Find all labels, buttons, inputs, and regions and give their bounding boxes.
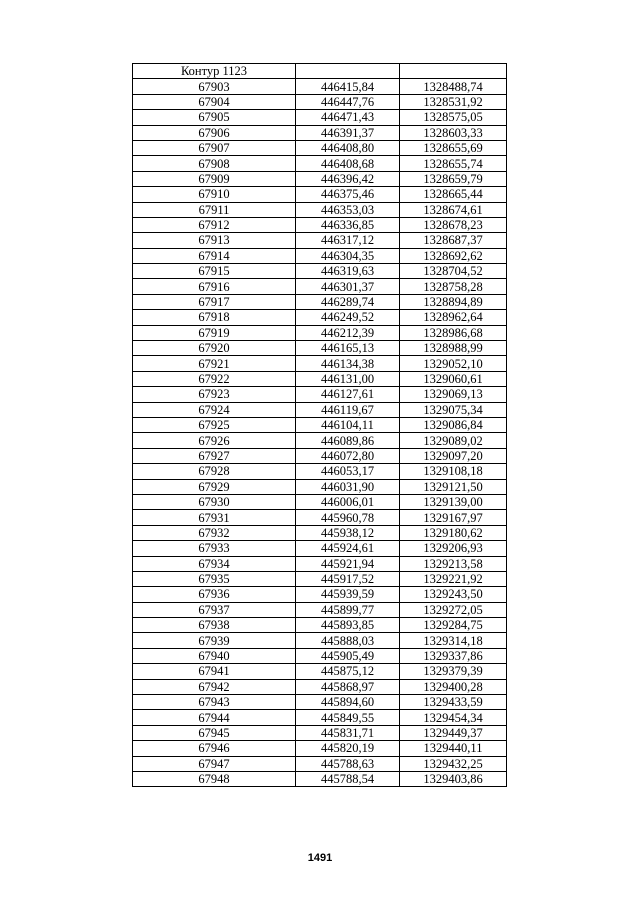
x-coordinate-cell: 446212,39 [296,325,400,340]
point-number-cell: 67926 [133,433,296,448]
x-coordinate-cell: 446319,63 [296,264,400,279]
table-row [133,648,507,663]
table-row [133,725,507,740]
y-coordinate-cell: 1329433,59 [400,695,507,710]
table-row [133,741,507,756]
y-coordinate-cell: 1329075,34 [400,402,507,417]
point-number-cell: 67934 [133,556,296,571]
y-coordinate-cell: 1328704,52 [400,264,507,279]
y-coordinate-cell: 1328488,74 [400,79,507,94]
table-row [133,341,507,356]
x-coordinate-cell: 446353,03 [296,202,400,217]
x-coordinate-cell: 445820,19 [296,741,400,756]
table-row [133,264,507,279]
point-number-cell: 67943 [133,695,296,710]
table-row [133,618,507,633]
point-number-cell: 67910 [133,187,296,202]
point-number-cell: 67914 [133,248,296,263]
header-cell-y [400,64,507,79]
y-coordinate-cell: 1329449,37 [400,725,507,740]
table-row [133,187,507,202]
point-number-cell: 67922 [133,371,296,386]
y-coordinate-cell: 1328655,74 [400,156,507,171]
point-number-cell: 67937 [133,602,296,617]
x-coordinate-cell: 446006,01 [296,494,400,509]
y-coordinate-cell: 1328659,79 [400,171,507,186]
x-coordinate-cell: 446031,90 [296,479,400,494]
y-coordinate-cell: 1329060,61 [400,371,507,386]
point-number-cell: 67917 [133,294,296,309]
y-coordinate-cell: 1329052,10 [400,356,507,371]
table-row [133,556,507,571]
point-number-cell: 67925 [133,417,296,432]
y-coordinate-cell: 1328894,89 [400,294,507,309]
table-row [133,125,507,140]
table-row [133,464,507,479]
x-coordinate-cell: 446119,67 [296,402,400,417]
point-number-cell: 67908 [133,156,296,171]
x-coordinate-cell: 445921,94 [296,556,400,571]
point-number-cell: 67935 [133,571,296,586]
y-coordinate-cell: 1328986,68 [400,325,507,340]
point-number-cell: 67947 [133,756,296,771]
point-number-cell: 67907 [133,140,296,155]
y-coordinate-cell: 1328758,28 [400,279,507,294]
point-number-cell: 67945 [133,725,296,740]
y-coordinate-cell: 1329440,11 [400,741,507,756]
x-coordinate-cell: 446289,74 [296,294,400,309]
table-row [133,433,507,448]
x-coordinate-cell: 446072,80 [296,448,400,463]
table-row [133,710,507,725]
point-number-cell: 67905 [133,110,296,125]
y-coordinate-cell: 1329086,84 [400,417,507,432]
table-row [133,310,507,325]
x-coordinate-cell: 445831,71 [296,725,400,740]
table-row [133,494,507,509]
table-row [133,402,507,417]
y-coordinate-cell: 1328687,37 [400,233,507,248]
x-coordinate-cell: 445868,97 [296,679,400,694]
y-coordinate-cell: 1329206,93 [400,541,507,556]
x-coordinate-cell: 446391,37 [296,125,400,140]
point-number-cell: 67940 [133,648,296,663]
table-row [133,356,507,371]
x-coordinate-cell: 446304,35 [296,248,400,263]
point-number-cell: 67927 [133,448,296,463]
x-coordinate-cell: 445788,63 [296,756,400,771]
point-number-cell: 67929 [133,479,296,494]
table-row [133,94,507,109]
y-coordinate-cell: 1328603,33 [400,125,507,140]
y-coordinate-cell: 1329167,97 [400,510,507,525]
x-coordinate-cell: 445938,12 [296,525,400,540]
table-row [133,525,507,540]
header-cell-x [296,64,400,79]
point-number-cell: 67919 [133,325,296,340]
point-number-cell: 67941 [133,664,296,679]
table-row [133,679,507,694]
y-coordinate-cell: 1328962,64 [400,310,507,325]
table-row [133,387,507,402]
x-coordinate-cell: 446165,13 [296,341,400,356]
table-header-row [133,64,507,79]
point-number-cell: 67939 [133,633,296,648]
y-coordinate-cell: 1329089,02 [400,433,507,448]
table-row [133,695,507,710]
table-row [133,417,507,432]
x-coordinate-cell: 445888,03 [296,633,400,648]
y-coordinate-cell: 1329121,50 [400,479,507,494]
table-row [133,541,507,556]
point-number-cell: 67906 [133,125,296,140]
point-number-cell: 67936 [133,587,296,602]
y-coordinate-cell: 1328531,92 [400,94,507,109]
x-coordinate-cell: 446127,61 [296,387,400,402]
page-number: 1491 [307,852,333,864]
x-coordinate-cell: 446131,00 [296,371,400,386]
x-coordinate-cell: 446447,76 [296,94,400,109]
x-coordinate-cell: 446301,37 [296,279,400,294]
x-coordinate-cell: 446317,12 [296,233,400,248]
table-row [133,156,507,171]
coordinates-table-body [133,64,507,787]
coordinates-table [132,63,507,787]
x-coordinate-cell: 445917,52 [296,571,400,586]
table-row [133,771,507,786]
table-row [133,664,507,679]
x-coordinate-cell: 445899,77 [296,602,400,617]
y-coordinate-cell: 1329069,13 [400,387,507,402]
x-coordinate-cell: 445960,78 [296,510,400,525]
point-number-cell: 67948 [133,771,296,786]
point-number-cell: 67921 [133,356,296,371]
point-number-cell: 67918 [133,310,296,325]
y-coordinate-cell: 1329314,18 [400,633,507,648]
y-coordinate-cell: 1328692,62 [400,248,507,263]
x-coordinate-cell: 446134,38 [296,356,400,371]
table-row [133,279,507,294]
x-coordinate-cell: 446104,11 [296,417,400,432]
point-number-cell: 67944 [133,710,296,725]
table-row [133,294,507,309]
table-row [133,79,507,94]
point-number-cell: 67924 [133,402,296,417]
point-number-cell: 67932 [133,525,296,540]
y-coordinate-cell: 1329213,58 [400,556,507,571]
x-coordinate-cell: 445939,59 [296,587,400,602]
point-number-cell: 67923 [133,387,296,402]
table-row [133,171,507,186]
table-row [133,633,507,648]
y-coordinate-cell: 1328988,99 [400,341,507,356]
y-coordinate-cell: 1328678,23 [400,217,507,232]
table-row [133,571,507,586]
y-coordinate-cell: 1329454,34 [400,710,507,725]
y-coordinate-cell: 1329379,39 [400,664,507,679]
x-coordinate-cell: 446053,17 [296,464,400,479]
x-coordinate-cell: 445849,55 [296,710,400,725]
point-number-cell: 67946 [133,741,296,756]
x-coordinate-cell: 446408,68 [296,156,400,171]
table-row [133,756,507,771]
x-coordinate-cell: 446089,86 [296,433,400,448]
point-number-cell: 67938 [133,618,296,633]
table-row [133,371,507,386]
y-coordinate-cell: 1329180,62 [400,525,507,540]
y-coordinate-cell: 1328575,05 [400,110,507,125]
x-coordinate-cell: 445893,85 [296,618,400,633]
x-coordinate-cell: 446408,80 [296,140,400,155]
table-row [133,325,507,340]
y-coordinate-cell: 1329139,00 [400,494,507,509]
x-coordinate-cell: 446336,85 [296,217,400,232]
x-coordinate-cell: 446415,84 [296,79,400,94]
x-coordinate-cell: 445905,49 [296,648,400,663]
table-row [133,248,507,263]
point-number-cell: 67928 [133,464,296,479]
table-row [133,233,507,248]
x-coordinate-cell: 445875,12 [296,664,400,679]
table-row [133,602,507,617]
point-number-cell: 67916 [133,279,296,294]
y-coordinate-cell: 1329108,18 [400,464,507,479]
table-row [133,110,507,125]
x-coordinate-cell: 446396,42 [296,171,400,186]
y-coordinate-cell: 1328665,44 [400,187,507,202]
point-number-cell: 67904 [133,94,296,109]
x-coordinate-cell: 446375,46 [296,187,400,202]
point-number-cell: 67931 [133,510,296,525]
table-row [133,587,507,602]
point-number-cell: 67909 [133,171,296,186]
table-row [133,510,507,525]
table-row [133,202,507,217]
point-number-cell: 67911 [133,202,296,217]
y-coordinate-cell: 1329432,25 [400,756,507,771]
y-coordinate-cell: 1329243,50 [400,587,507,602]
y-coordinate-cell: 1329337,86 [400,648,507,663]
y-coordinate-cell: 1329284,75 [400,618,507,633]
x-coordinate-cell: 445924,61 [296,541,400,556]
y-coordinate-cell: 1328655,69 [400,140,507,155]
table-row [133,448,507,463]
point-number-cell: 67903 [133,79,296,94]
point-number-cell: 67912 [133,217,296,232]
point-number-cell: 67920 [133,341,296,356]
x-coordinate-cell: 445788,54 [296,771,400,786]
y-coordinate-cell: 1329400,28 [400,679,507,694]
y-coordinate-cell: 1328674,61 [400,202,507,217]
point-number-cell: 67942 [133,679,296,694]
x-coordinate-cell: 445894,60 [296,695,400,710]
point-number-cell: 67933 [133,541,296,556]
x-coordinate-cell: 446471,43 [296,110,400,125]
header-cell-contour: Контур 1123 [133,64,296,79]
y-coordinate-cell: 1329097,20 [400,448,507,463]
y-coordinate-cell: 1329272,05 [400,602,507,617]
table-row [133,140,507,155]
point-number-cell: 67915 [133,264,296,279]
table-row [133,217,507,232]
x-coordinate-cell: 446249,52 [296,310,400,325]
table-row [133,479,507,494]
y-coordinate-cell: 1329221,92 [400,571,507,586]
y-coordinate-cell: 1329403,86 [400,771,507,786]
point-number-cell: 67913 [133,233,296,248]
point-number-cell: 67930 [133,494,296,509]
